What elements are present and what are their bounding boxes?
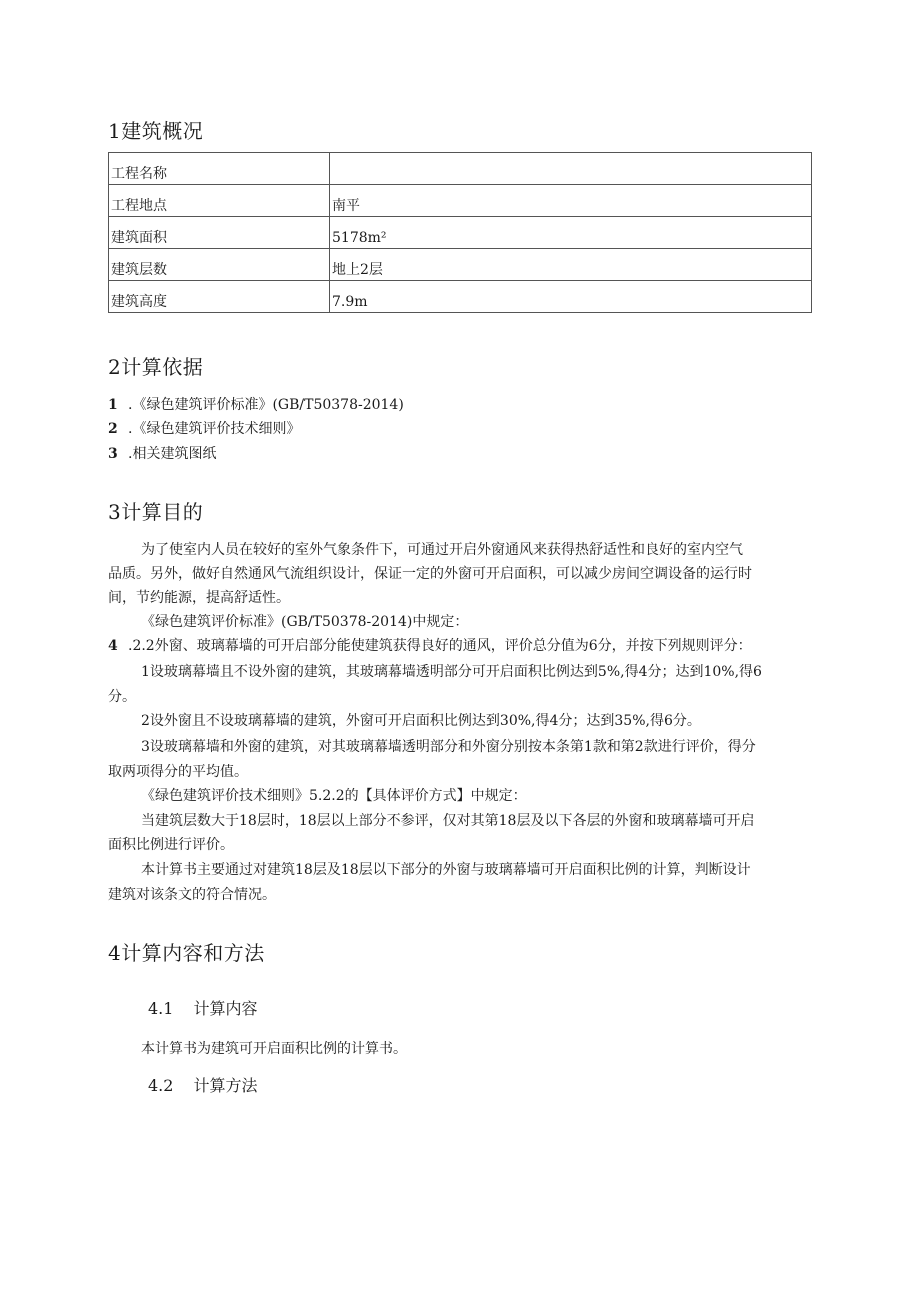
section-2-heading: 2计算依据 [108, 355, 204, 379]
paragraph-line [108, 634, 752, 658]
paragraph-line: 为了使室内人员在较好的室外气象条件下，可通过开启外窗通风来获得热舒适性和良好的室内空气 [141, 542, 743, 558]
paragraph-line: 《绿色建筑评价标准》(GB/T50378-2014)中规定： [141, 614, 469, 630]
section-3-heading: 3计算目的 [108, 500, 204, 524]
subsection-title: 计算内容 [193, 999, 258, 1018]
list-item-number: 3 [108, 446, 118, 462]
list-item [108, 443, 216, 463]
paragraph-line: 《绿色建筑评价技术细则》5.2.2的【具体评价方式】中规定： [141, 788, 527, 804]
paragraph-line: 品质。另外，做好自然通风气流组织设计，保证一定的外窗可开启面积，可以减少房间空调设备的运行时 [108, 566, 752, 582]
subsection-4-1-heading [148, 996, 257, 1019]
list-item-number: 2 [108, 421, 118, 437]
table-row [109, 185, 812, 217]
list-item-text: .《绿色建筑评价技术细则》 [128, 421, 301, 437]
paragraph-line: 分。 [108, 689, 136, 705]
list-item-text: .《绿色建筑评价标准》(GB/T50378-2014) [128, 397, 404, 413]
row-value-area: 5178m² [330, 217, 812, 249]
section-4-heading: 4计算内容和方法 [108, 941, 265, 965]
table-row [109, 153, 812, 185]
subsection-number: 4.1 [148, 999, 174, 1018]
table-row [109, 249, 812, 281]
subsection-4-2-heading [148, 1073, 257, 1096]
paragraph-line: 本计算书主要通过对建筑18层及18层以下部分的外窗与玻璃幕墙可开启面积比例的计算，判断设计 [141, 862, 751, 878]
row-label-area: 建筑面积 [109, 217, 330, 249]
list-item-number: 1 [108, 397, 118, 413]
paragraph-line: 当建筑层数大于18层时，18层以上部分不参评，仅对其第18层及以下各层的外窗和玻璃幕墙可开启 [141, 813, 755, 829]
building-overview-table [108, 152, 812, 313]
table-row [109, 281, 812, 313]
row-value-location: 南平 [330, 185, 812, 217]
paragraph-line: 面积比例进行评价。 [108, 837, 234, 853]
section-1-heading: 1建筑概况 [108, 119, 204, 143]
row-label-project-name: 工程名称 [109, 153, 330, 185]
paragraph-line: 建筑对该条文的符合情况。 [108, 887, 276, 903]
paragraph-line: 2设外窗且不设玻璃幕墙的建筑，外窗可开启面积比例达到30%,得4分；达到35%,得6分。 [141, 713, 701, 729]
paragraph-line: 取两项得分的平均值。 [108, 764, 248, 780]
subsection-title: 计算方法 [193, 1076, 258, 1095]
row-label-floors: 建筑层数 [109, 249, 330, 281]
row-value-height: 7.9m [330, 281, 812, 313]
row-label-height: 建筑高度 [109, 281, 330, 313]
list-item-text: .相关建筑图纸 [128, 446, 217, 462]
clause-number: 4 [108, 638, 118, 654]
clause-text: .2.2外窗、玻璃幕墙的可开启部分能使建筑获得良好的通风，评价总分值为6分，并按下列规则评分： [128, 638, 752, 654]
row-value-floors: 地上2层 [330, 249, 812, 281]
paragraph-line: 3设玻璃幕墙和外窗的建筑，对其玻璃幕墙透明部分和外窗分别按本条第1款和第2款进行评价，得分 [141, 739, 756, 755]
row-value-project-name [330, 153, 812, 185]
paragraph-line: 间，节约能源，提高舒适性。 [108, 590, 290, 606]
table-row [109, 217, 812, 249]
subsection-number: 4.2 [148, 1076, 174, 1095]
paragraph-line: 1设玻璃幕墙且不设外窗的建筑，其玻璃幕墙透明部分可开启面积比例达到5%,得4分；达到10%,得6 [141, 664, 762, 680]
paragraph-line: 本计算书为建筑可开启面积比例的计算书。 [141, 1041, 407, 1057]
list-item [108, 418, 300, 438]
list-item [108, 394, 404, 414]
row-label-location: 工程地点 [109, 185, 330, 217]
